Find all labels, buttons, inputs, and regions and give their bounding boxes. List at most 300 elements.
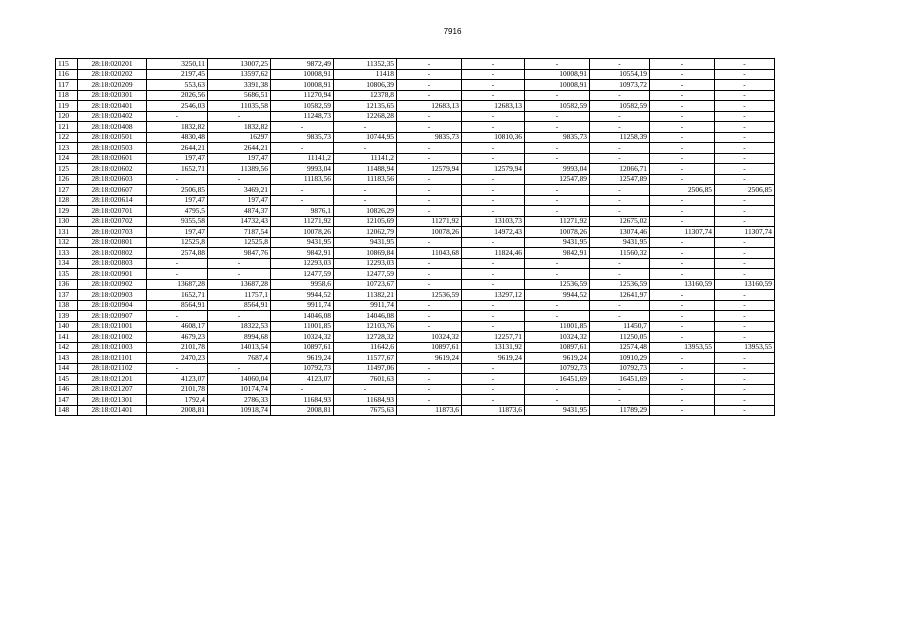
value-cell: -	[462, 59, 525, 70]
row-number-cell: 128	[56, 195, 78, 206]
value-cell: -	[590, 185, 650, 196]
value-cell: -	[397, 237, 462, 248]
value-cell: 10008,91	[525, 69, 590, 80]
value-cell: 13953,55	[715, 342, 775, 353]
value-cell: -	[715, 290, 775, 301]
value-cell: -	[271, 195, 334, 206]
value-cell: 11141,2	[271, 153, 334, 164]
value-cell: -	[525, 395, 590, 406]
value-cell: 11248,73	[271, 111, 334, 122]
value-cell: -	[525, 269, 590, 280]
value-cell: 3391,38	[208, 80, 271, 91]
value-cell: 11307,74	[650, 227, 715, 238]
value-cell: 13160,59	[715, 279, 775, 290]
table-row	[56, 80, 775, 91]
value-cell: 1652,71	[147, 164, 208, 175]
value-cell: -	[462, 384, 525, 395]
value-cell: -	[590, 269, 650, 280]
value-cell: -	[590, 111, 650, 122]
value-cell: 2101,78	[147, 342, 208, 353]
table-row	[56, 237, 775, 248]
row-number-cell: 118	[56, 90, 78, 101]
table-row	[56, 111, 775, 122]
value-cell: -	[650, 290, 715, 301]
value-cell: -	[650, 90, 715, 101]
value-cell: 9835,73	[525, 132, 590, 143]
table-row	[56, 153, 775, 164]
cadastral-number-cell: 28:18:021301	[78, 395, 147, 406]
value-cell: 4608,17	[147, 321, 208, 332]
value-cell: 8994,68	[208, 332, 271, 343]
value-cell: 9431,95	[271, 237, 334, 248]
value-cell: -	[462, 363, 525, 374]
value-cell: -	[462, 258, 525, 269]
value-cell: -	[397, 69, 462, 80]
value-cell: 12536,59	[525, 279, 590, 290]
value-cell: -	[525, 384, 590, 395]
value-cell: -	[462, 279, 525, 290]
value-cell: 10910,29	[590, 353, 650, 364]
value-cell: -	[147, 174, 208, 185]
cadastral-number-cell: 28:18:021001	[78, 321, 147, 332]
value-cell: -	[715, 90, 775, 101]
value-cell: -	[397, 279, 462, 290]
table-row	[56, 342, 775, 353]
value-cell: 12547,89	[525, 174, 590, 185]
value-cell: 11684,93	[271, 395, 334, 406]
table-row	[56, 321, 775, 332]
value-cell: -	[334, 143, 397, 154]
value-cell: -	[650, 216, 715, 227]
value-cell: 4795,5	[147, 206, 208, 217]
value-cell: -	[715, 174, 775, 185]
value-cell: 12378,8	[334, 90, 397, 101]
value-cell: 9619,24	[397, 353, 462, 364]
value-cell: 10078,26	[397, 227, 462, 238]
row-number-cell: 117	[56, 80, 78, 91]
cadastral-number-cell: 28:18:020701	[78, 206, 147, 217]
value-cell: 12477,59	[271, 269, 334, 280]
value-cell: 2786,33	[208, 395, 271, 406]
value-cell: -	[462, 374, 525, 385]
cadastral-number-cell: 28:18:020614	[78, 195, 147, 206]
value-cell: 9431,95	[590, 237, 650, 248]
value-cell: -	[525, 258, 590, 269]
value-cell: 1652,71	[147, 290, 208, 301]
value-cell: -	[650, 395, 715, 406]
value-cell: 11270,94	[271, 90, 334, 101]
value-cell: -	[271, 122, 334, 133]
table-row	[56, 353, 775, 364]
table-body	[56, 59, 775, 416]
row-number-cell: 131	[56, 227, 78, 238]
cadastral-number-cell: 28:18:021207	[78, 384, 147, 395]
value-cell: 9842,91	[525, 248, 590, 259]
value-cell: 18322,53	[208, 321, 271, 332]
value-cell: -	[715, 164, 775, 175]
cadastral-number-cell: 28:18:020902	[78, 279, 147, 290]
value-cell: -	[334, 122, 397, 133]
value-cell: 9876,1	[271, 206, 334, 217]
value-cell: 12135,65	[334, 101, 397, 112]
value-cell: -	[715, 269, 775, 280]
value-cell: 14046,08	[334, 311, 397, 322]
value-cell: -	[147, 269, 208, 280]
value-cell: 12683,13	[462, 101, 525, 112]
page-number: 7916	[443, 27, 462, 36]
value-cell: -	[715, 405, 775, 416]
value-cell: 11352,35	[334, 59, 397, 70]
value-cell: -	[525, 143, 590, 154]
value-cell: -	[715, 216, 775, 227]
value-cell: 10792,73	[271, 363, 334, 374]
row-number-cell: 133	[56, 248, 78, 259]
value-cell: -	[208, 174, 271, 185]
row-number-cell: 148	[56, 405, 78, 416]
value-cell: -	[715, 384, 775, 395]
value-cell: -	[397, 363, 462, 374]
value-cell: 11873,6	[397, 405, 462, 416]
value-cell: 12536,59	[397, 290, 462, 301]
value-cell: 12268,28	[334, 111, 397, 122]
value-cell: -	[715, 363, 775, 374]
cadastral-number-cell: 28:18:020904	[78, 300, 147, 311]
value-cell: -	[650, 405, 715, 416]
value-cell: 9431,95	[525, 405, 590, 416]
value-cell: -	[715, 69, 775, 80]
value-cell: -	[650, 269, 715, 280]
value-cell: -	[650, 59, 715, 70]
value-cell: 10078,26	[525, 227, 590, 238]
cadastral-number-cell: 28:18:020602	[78, 164, 147, 175]
value-cell: 9847,76	[208, 248, 271, 259]
value-cell: -	[650, 69, 715, 80]
value-cell: -	[590, 153, 650, 164]
table-row	[56, 174, 775, 185]
value-cell: -	[650, 374, 715, 385]
data-table	[55, 58, 775, 416]
row-number-cell: 139	[56, 311, 78, 322]
value-cell: -	[397, 59, 462, 70]
value-cell: 12683,13	[397, 101, 462, 112]
value-cell: 3250,11	[147, 59, 208, 70]
value-cell: -	[462, 300, 525, 311]
row-number-cell: 130	[56, 216, 78, 227]
table-row	[56, 101, 775, 112]
table-row	[56, 395, 775, 406]
value-cell: -	[462, 90, 525, 101]
value-cell: 12574,48	[590, 342, 650, 353]
value-cell: 14732,43	[208, 216, 271, 227]
value-cell: 9619,24	[462, 353, 525, 364]
cadastral-number-cell: 28:18:021201	[78, 374, 147, 385]
row-number-cell: 142	[56, 342, 78, 353]
row-number-cell: 123	[56, 143, 78, 154]
value-cell: -	[525, 59, 590, 70]
value-cell: -	[715, 353, 775, 364]
value-cell: -	[462, 153, 525, 164]
value-cell: -	[590, 206, 650, 217]
value-cell: -	[397, 311, 462, 322]
value-cell: 10008,91	[271, 69, 334, 80]
value-cell: 10897,61	[525, 342, 590, 353]
value-cell: 7187,54	[208, 227, 271, 238]
value-cell: 1832,82	[147, 122, 208, 133]
table-row	[56, 122, 775, 133]
value-cell: -	[462, 206, 525, 217]
table-row	[56, 132, 775, 143]
value-cell: -	[397, 143, 462, 154]
value-cell: 4123,07	[271, 374, 334, 385]
cadastral-number-cell: 28:18:020702	[78, 216, 147, 227]
value-cell: -	[715, 395, 775, 406]
value-cell: -	[462, 185, 525, 196]
table-row	[56, 59, 775, 70]
value-cell: 2470,23	[147, 353, 208, 364]
cadastral-number-cell: 28:18:020202	[78, 69, 147, 80]
table-row	[56, 311, 775, 322]
value-cell: 12579,94	[397, 164, 462, 175]
value-cell: -	[147, 111, 208, 122]
value-cell: 9911,74	[271, 300, 334, 311]
cadastral-number-cell: 28:18:021003	[78, 342, 147, 353]
value-cell: -	[147, 258, 208, 269]
value-cell: 11382,21	[334, 290, 397, 301]
value-cell: 12728,32	[334, 332, 397, 343]
row-number-cell: 138	[56, 300, 78, 311]
cadastral-number-cell: 28:18:020802	[78, 248, 147, 259]
value-cell: 10806,39	[334, 80, 397, 91]
value-cell: 11271,92	[525, 216, 590, 227]
value-cell: -	[397, 90, 462, 101]
value-cell: 197,47	[208, 195, 271, 206]
value-cell: 12477,59	[334, 269, 397, 280]
row-number-cell: 140	[56, 321, 78, 332]
value-cell: -	[397, 269, 462, 280]
value-cell: -	[525, 122, 590, 133]
table-row	[56, 206, 775, 217]
value-cell: 12062,79	[334, 227, 397, 238]
value-cell: 10826,29	[334, 206, 397, 217]
value-cell: 9619,24	[525, 353, 590, 364]
value-cell: -	[715, 195, 775, 206]
value-cell: 197,47	[147, 227, 208, 238]
value-cell: 2574,88	[147, 248, 208, 259]
value-cell: 12103,76	[334, 321, 397, 332]
table-row	[56, 227, 775, 238]
value-cell: 11789,29	[590, 405, 650, 416]
value-cell: -	[525, 90, 590, 101]
table-row	[56, 384, 775, 395]
value-cell: 12579,94	[462, 164, 525, 175]
value-cell: 11450,7	[590, 321, 650, 332]
value-cell: 12536,59	[590, 279, 650, 290]
cadastral-number-cell: 28:18:020601	[78, 153, 147, 164]
value-cell: -	[650, 353, 715, 364]
value-cell: 197,47	[147, 195, 208, 206]
value-cell: -	[462, 143, 525, 154]
table-row	[56, 279, 775, 290]
row-number-cell: 134	[56, 258, 78, 269]
value-cell: -	[208, 258, 271, 269]
value-cell: 11873,6	[462, 405, 525, 416]
value-cell: -	[397, 153, 462, 164]
value-cell: 4679,23	[147, 332, 208, 343]
cadastral-number-cell: 28:18:020408	[78, 122, 147, 133]
value-cell: -	[715, 258, 775, 269]
value-cell: 13074,46	[590, 227, 650, 238]
value-cell: 13131,92	[462, 342, 525, 353]
value-cell: -	[650, 321, 715, 332]
cadastral-number-cell: 28:18:020801	[78, 237, 147, 248]
value-cell: -	[397, 374, 462, 385]
value-cell: 11183,56	[271, 174, 334, 185]
value-cell: 1792,4	[147, 395, 208, 406]
value-cell: 10582,59	[525, 101, 590, 112]
table-row	[56, 69, 775, 80]
value-cell: -	[715, 143, 775, 154]
value-cell: 197,47	[208, 153, 271, 164]
value-cell: 16451,69	[525, 374, 590, 385]
value-cell: 14046,08	[271, 311, 334, 322]
value-cell: 12105,69	[334, 216, 397, 227]
value-cell: -	[590, 122, 650, 133]
table-row	[56, 258, 775, 269]
value-cell: -	[462, 111, 525, 122]
value-cell: 9911,74	[334, 300, 397, 311]
value-cell: -	[650, 164, 715, 175]
value-cell: 10324,32	[397, 332, 462, 343]
value-cell: -	[715, 332, 775, 343]
value-cell: 11389,56	[208, 164, 271, 175]
value-cell: 12066,71	[590, 164, 650, 175]
value-cell: -	[397, 258, 462, 269]
value-cell: 12675,02	[590, 216, 650, 227]
value-cell: 10723,67	[334, 279, 397, 290]
value-cell: 9944,52	[271, 290, 334, 301]
value-cell: -	[590, 59, 650, 70]
value-cell: 13007,25	[208, 59, 271, 70]
row-number-cell: 137	[56, 290, 78, 301]
table-row	[56, 216, 775, 227]
value-cell: 2026,56	[147, 90, 208, 101]
value-cell: -	[715, 101, 775, 112]
value-cell: 7675,63	[334, 405, 397, 416]
value-cell: 11250,05	[590, 332, 650, 343]
value-cell: 197,47	[147, 153, 208, 164]
value-cell: 11035,58	[208, 101, 271, 112]
row-number-cell: 120	[56, 111, 78, 122]
value-cell: -	[590, 311, 650, 322]
value-cell: -	[650, 311, 715, 322]
cadastral-number-cell: 28:18:020209	[78, 80, 147, 91]
value-cell: -	[525, 195, 590, 206]
row-number-cell: 126	[56, 174, 78, 185]
value-cell: 10174,74	[208, 384, 271, 395]
value-cell: 16297	[208, 132, 271, 143]
value-cell: 9993,04	[271, 164, 334, 175]
value-cell: 10554,19	[590, 69, 650, 80]
value-cell: -	[650, 258, 715, 269]
value-cell: -	[650, 332, 715, 343]
cadastral-number-cell: 28:18:020907	[78, 311, 147, 322]
row-number-cell: 147	[56, 395, 78, 406]
value-cell: -	[715, 111, 775, 122]
value-cell: -	[525, 153, 590, 164]
row-number-cell: 132	[56, 237, 78, 248]
table-row	[56, 164, 775, 175]
row-number-cell: 135	[56, 269, 78, 280]
value-cell: -	[590, 90, 650, 101]
cadastral-number-cell: 28:18:020607	[78, 185, 147, 196]
cadastral-number-cell: 28:18:021102	[78, 363, 147, 374]
value-cell: 9431,95	[334, 237, 397, 248]
value-cell: -	[525, 300, 590, 311]
row-number-cell: 146	[56, 384, 78, 395]
value-cell: 2101,78	[147, 384, 208, 395]
value-cell: -	[397, 122, 462, 133]
cadastral-number-cell: 28:18:021101	[78, 353, 147, 364]
value-cell: 12293,03	[271, 258, 334, 269]
value-cell: -	[650, 384, 715, 395]
value-cell: -	[525, 111, 590, 122]
table-row	[56, 405, 775, 416]
value-cell: -	[650, 111, 715, 122]
value-cell: -	[590, 195, 650, 206]
value-cell: -	[208, 363, 271, 374]
value-cell: 8564,91	[147, 300, 208, 311]
value-cell: 10324,32	[525, 332, 590, 343]
cadastral-number-cell: 28:18:020301	[78, 90, 147, 101]
value-cell: 11043,68	[397, 248, 462, 259]
cadastral-number-cell: 28:18:021401	[78, 405, 147, 416]
row-number-cell: 129	[56, 206, 78, 217]
value-cell: 11418	[334, 69, 397, 80]
cadastral-number-cell: 28:18:020803	[78, 258, 147, 269]
value-cell: 12641,97	[590, 290, 650, 301]
table-row	[56, 269, 775, 280]
value-cell: 13103,73	[462, 216, 525, 227]
value-cell: 2008,81	[271, 405, 334, 416]
value-cell: 7687,4	[208, 353, 271, 364]
value-cell: 13687,28	[147, 279, 208, 290]
row-number-cell: 144	[56, 363, 78, 374]
value-cell: -	[590, 143, 650, 154]
value-cell: 11183,56	[334, 174, 397, 185]
value-cell: -	[334, 384, 397, 395]
value-cell: -	[397, 395, 462, 406]
value-cell: 11757,1	[208, 290, 271, 301]
row-number-cell: 119	[56, 101, 78, 112]
row-number-cell: 116	[56, 69, 78, 80]
value-cell: -	[590, 258, 650, 269]
value-cell: -	[397, 300, 462, 311]
value-cell: 11271,92	[397, 216, 462, 227]
value-cell: 10078,26	[271, 227, 334, 238]
value-cell: -	[590, 384, 650, 395]
value-cell: 10792,73	[590, 363, 650, 374]
value-cell: -	[715, 80, 775, 91]
value-cell: -	[397, 80, 462, 91]
value-cell: -	[462, 80, 525, 91]
value-cell: 10744,95	[334, 132, 397, 143]
table-row	[56, 300, 775, 311]
value-cell: 12525,8	[147, 237, 208, 248]
value-cell: -	[715, 59, 775, 70]
value-cell: 10897,61	[271, 342, 334, 353]
cadastral-number-cell: 28:18:020402	[78, 111, 147, 122]
value-cell: -	[525, 311, 590, 322]
